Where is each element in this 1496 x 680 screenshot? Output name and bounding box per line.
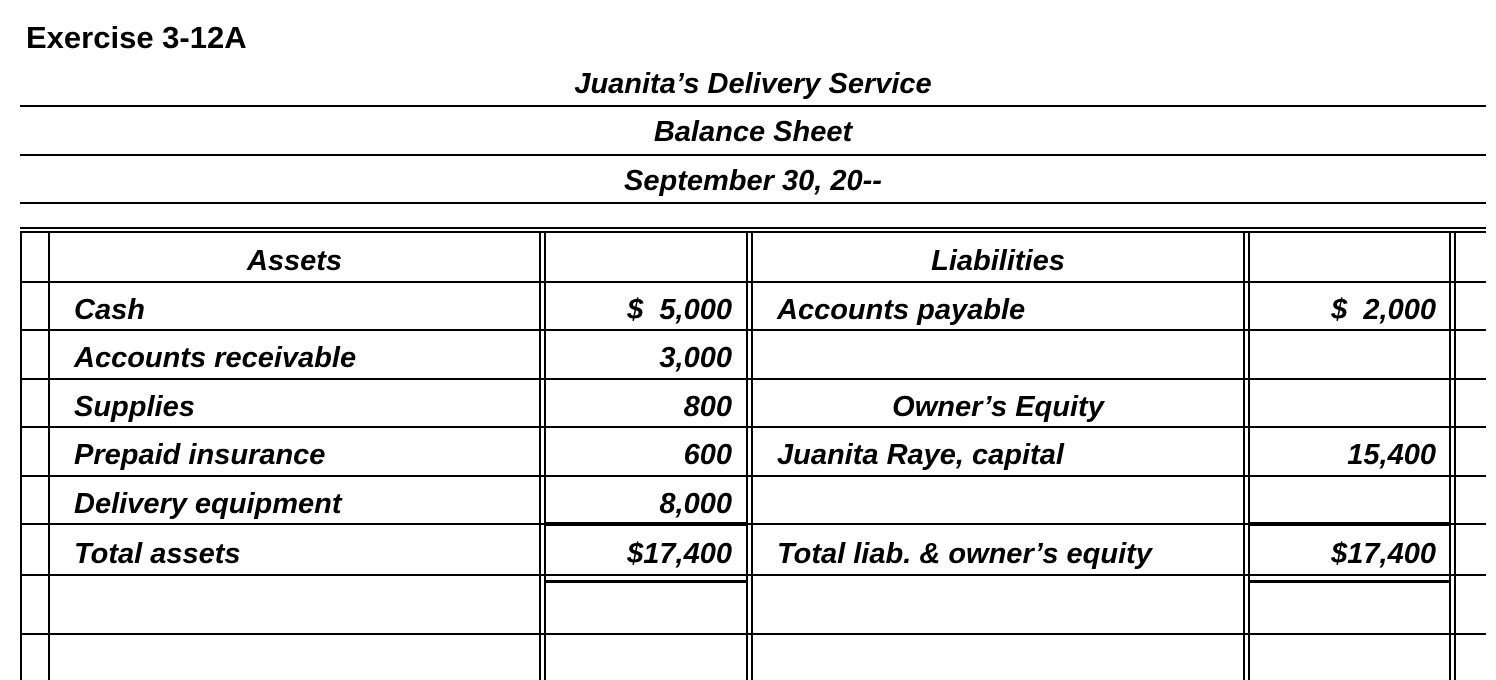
column-divider: [1454, 231, 1456, 680]
table-top-rule: [20, 227, 1486, 229]
capital-amount: 15,400: [1347, 439, 1436, 471]
asset-amount: $ 5,000: [627, 294, 732, 326]
asset-amount: 3,000: [659, 342, 732, 374]
row-rule: [20, 633, 1486, 635]
total-double-rule: [546, 580, 746, 583]
asset-label: Cash: [74, 294, 145, 326]
column-divider: [746, 231, 748, 680]
asset-label: Accounts receivable: [74, 342, 357, 374]
liability-amount: $ 2,000: [1331, 294, 1436, 326]
heading-rule: [20, 105, 1486, 107]
company-name: Juanita’s Delivery Service: [574, 68, 932, 100]
owners-equity-header: Owner’s Equity: [892, 391, 1104, 423]
statement-date: September 30, 20--: [624, 165, 882, 197]
liabilities-header: Liabilities: [931, 245, 1065, 277]
assets-header: Assets: [246, 245, 343, 277]
heading-rule: [20, 154, 1486, 156]
total-assets-amount: $17,400: [627, 538, 732, 570]
column-divider: [539, 231, 541, 680]
column-divider: [1243, 231, 1245, 680]
subtotal-rule: [1250, 522, 1449, 526]
row-rule: [20, 378, 1486, 380]
column-divider: [1449, 231, 1451, 680]
capital-label: Juanita Raye, capital: [777, 439, 1064, 471]
row-rule: [20, 426, 1486, 428]
asset-amount: 600: [683, 439, 732, 471]
table-border-left: [20, 231, 22, 680]
exercise-title: Exercise 3-12A: [26, 20, 247, 55]
subtotal-rule: [546, 522, 746, 526]
row-rule: [20, 475, 1486, 477]
row-rule: [20, 329, 1486, 331]
asset-label: Prepaid insurance: [74, 439, 326, 471]
liability-label: Accounts payable: [777, 294, 1026, 326]
column-divider: [48, 231, 50, 680]
total-liab-equity-label: Total liab. & owner’s equity: [777, 538, 1152, 570]
asset-amount: 800: [683, 391, 732, 423]
row-rule: [20, 281, 1486, 283]
heading-rule: [20, 202, 1486, 204]
total-liab-equity-amount: $17,400: [1331, 538, 1436, 570]
total-double-rule: [1250, 580, 1449, 583]
table-top-rule: [20, 231, 1486, 233]
asset-amount: 8,000: [659, 488, 732, 520]
asset-label: Delivery equipment: [74, 488, 342, 520]
column-divider: [751, 231, 753, 680]
asset-label: Supplies: [74, 391, 195, 423]
row-rule: [20, 574, 1486, 576]
statement-title: Balance Sheet: [653, 116, 853, 148]
total-assets-label: Total assets: [74, 538, 241, 570]
